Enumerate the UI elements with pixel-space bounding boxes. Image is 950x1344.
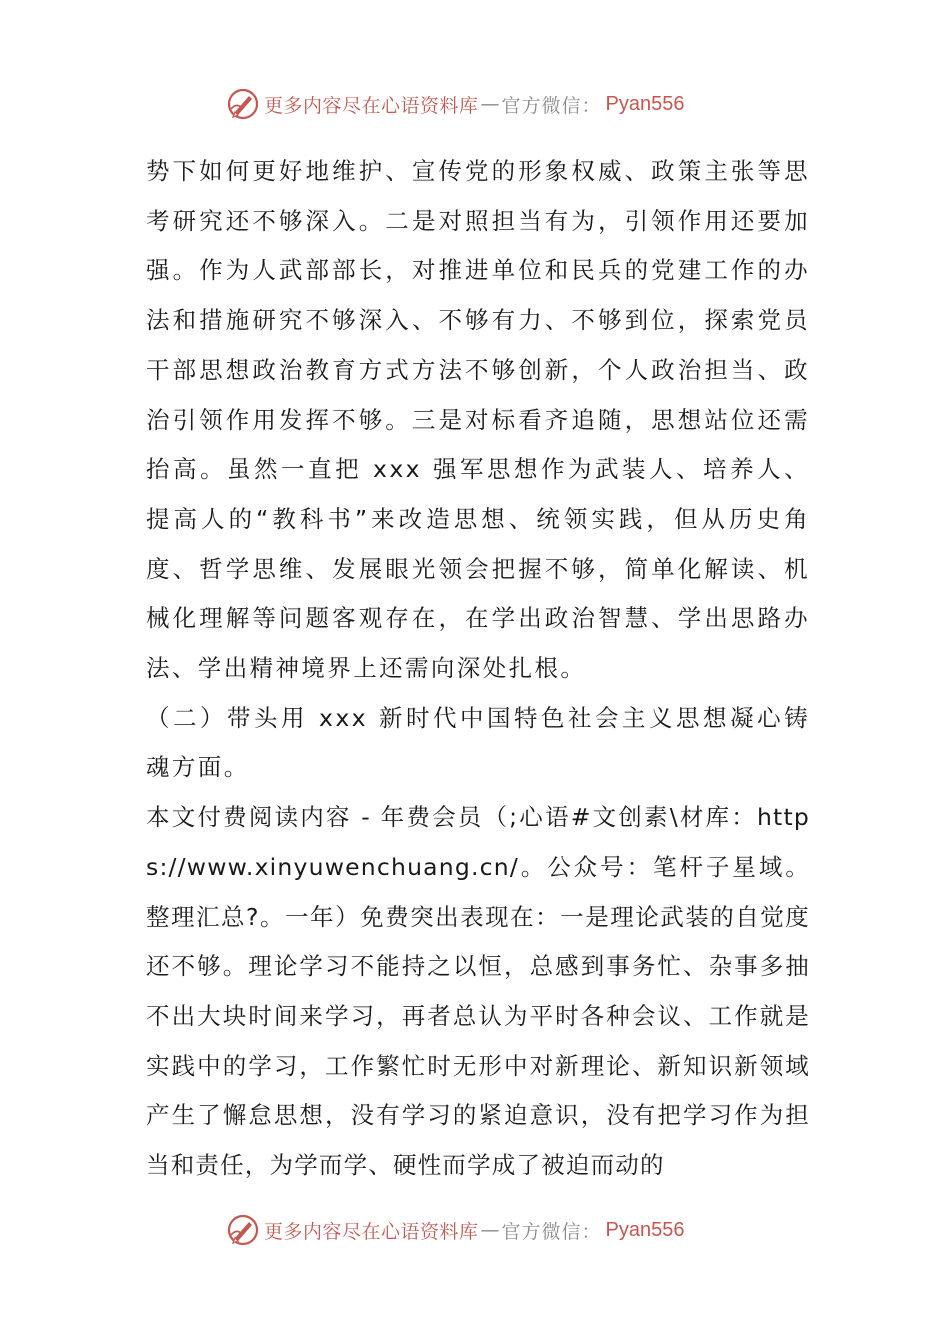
pen-logo-icon <box>226 1213 260 1247</box>
wechat-id: Pyan556 <box>605 1218 685 1241</box>
wechat-label: 官方微信： <box>501 1220 602 1243</box>
paragraph-1: 势下如何更好地维护、宣传党的形象权威、政策主张等思考研究还不够深入。二是对照担当有为，引领作用还要加强。作为人武部部长，对推进单位和民兵的党建工作的办法和措施研究不够深入、不够有力、不够到位，探索党员干部思想政治教育方式方法不够创新，个人政治担当、政治引领作用发挥不够。三是对标看齐追随，思想站位还需抬高。虽然一直把 xxx 强军思想作为武装人、培养人、提高人的“教科书”来改造思想、统领实践，但从历史角度、哲学思维、发展眼光领会把握不够，简单化解读、机械化理解等问题客观存在，在学出政治智慧、学出思路办法、学出精神境界上还需向深处扎根。 <box>146 157 810 683</box>
wechat-label: 官方微信： <box>501 94 602 117</box>
section-heading-2: （二）带头用 xxx 新时代中国特色社会主义思想凝心铸魂方面。 <box>146 703 810 782</box>
banner-dash: — <box>480 1219 500 1241</box>
wechat-id: Pyan556 <box>605 92 685 115</box>
header-watermark <box>226 84 685 124</box>
pen-logo-icon <box>226 87 260 121</box>
footer-watermark <box>226 1210 685 1250</box>
site-text: 更多内容尽在心语资料库 <box>264 94 479 117</box>
site-text: 更多内容尽在心语资料库 <box>264 1220 479 1243</box>
document-body <box>146 147 810 1191</box>
paragraph-3: 本文付费阅读内容 - 年费会员（;心语#文创素\材库：https://www.xinyuwenchuang.cn/。公众号：笔杆子星域。整理汇总?。一年）免费突出表现在：一是理论武装的自觉度还不够。理论学习不能持之以恒，总感到事务忙、杂事多抽不出大块时间来学习，再者总认为平时各种会议、工作就是实践中的学习，工作繁忙时无形中对新理论、新知识新领域产生了懈怠思想，没有学习的紧迫意识，没有把学习作为担当和责任，为学而学、硬性而学成了被迫而动的 <box>146 803 810 1180</box>
banner-dash: — <box>480 93 500 115</box>
